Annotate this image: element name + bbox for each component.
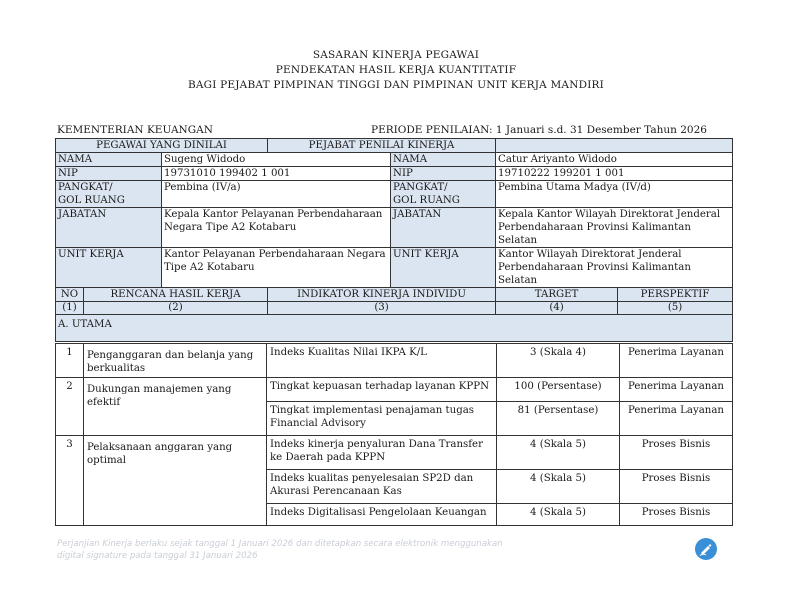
instansi-label: KEMENTERIAN KEUANGAN	[57, 124, 213, 136]
row-rencana: Pelaksanaan anggaran yang optimal	[84, 436, 267, 526]
colnum-2: (2)	[84, 302, 268, 315]
row-no: 3	[56, 436, 84, 526]
label-nip-pejabat: NIP	[391, 167, 496, 181]
col-indikator: INDIKATOR KINERJA INDIVIDU	[268, 288, 496, 302]
row-perspektif: Proses Bisnis	[620, 436, 733, 470]
label-unit-pejabat: UNIT KERJA	[391, 248, 496, 288]
row-no: 1	[56, 344, 84, 378]
footer-note: Perjanjian Kinerja berlaku sejak tanggal 1 Januari 2026 dan ditetapkan secara elektronik menggunakan digital signature pada tanggal 31 Januari 2026	[57, 539, 503, 561]
document-title: SASARAN KINERJA PEGAWAI	[312, 49, 480, 61]
document-subtitle-2: BAGI PEJABAT PIMPINAN TINGGI DAN PIMPINAN UNIT KERJA MANDIRI	[187, 79, 605, 91]
row-rencana: Dukungan manajemen yang efektif	[84, 378, 267, 436]
row-target: 3 (Skala 4)	[497, 344, 620, 378]
colnum-4: (4)	[496, 302, 618, 315]
row-target: 4 (Skala 5)	[497, 470, 620, 504]
table-row	[56, 344, 733, 378]
row-indikator: Tingkat implementasi penajaman tugas Financial Advisory	[267, 402, 497, 436]
col-target: TARGET	[496, 288, 618, 302]
row-perspektif: Penerima Layanan	[620, 402, 733, 436]
pejabat-unit: Kantor Wilayah Direktorat Jenderal Perbendaharaan Provinsi Kalimantan Selatan	[496, 248, 733, 288]
pegawai-unit: Kantor Pelayanan Perbendaharaan Negara Tipe A2 Kotabaru	[162, 248, 391, 288]
row-perspektif: Proses Bisnis	[620, 504, 733, 526]
label-nama-pejabat: NAMA	[391, 153, 496, 167]
pejabat-nip: 19710222 199201 1 001	[496, 167, 733, 181]
pegawai-pangkat: Pembina (IV/a)	[162, 181, 391, 208]
label-pangkat-pejabat: PANGKAT/ GOL RUANG	[391, 181, 496, 208]
identity-table	[55, 138, 733, 342]
pejabat-jabatan: Kepala Kantor Wilayah Direktorat Jenderal Perbendaharaan Provinsi Kalimantan Selatan	[496, 208, 733, 248]
section-utama: A. UTAMA	[56, 315, 733, 342]
row-perspektif: Penerima Layanan	[620, 378, 733, 402]
label-pangkat: PANGKAT/ GOL RUANG	[56, 181, 162, 208]
colnum-5: (5)	[618, 302, 733, 315]
label-unit: UNIT KERJA	[56, 248, 162, 288]
pejabat-header-ext	[496, 139, 733, 153]
col-no: NO	[56, 288, 84, 302]
row-indikator: Indeks kualitas penyelesaian SP2D dan Akurasi Perencanaan Kas	[267, 470, 497, 504]
row-indikator: Indeks kinerja penyaluran Dana Transfer ke Daerah pada KPPN	[267, 436, 497, 470]
row-perspektif: Penerima Layanan	[620, 344, 733, 378]
row-target: 4 (Skala 5)	[497, 504, 620, 526]
row-target: 81 (Persentase)	[497, 402, 620, 436]
pegawai-nama: Sugeng Widodo	[162, 153, 391, 167]
pejabat-header: PEJABAT PENILAI KINERJA	[268, 139, 496, 153]
signature-logo-icon	[695, 538, 717, 560]
row-perspektif: Proses Bisnis	[620, 470, 733, 504]
label-nip: NIP	[56, 167, 162, 181]
col-rencana: RENCANA HASIL KERJA	[84, 288, 268, 302]
row-indikator: Tingkat kepuasan terhadap layanan KPPN	[267, 378, 497, 402]
periode-label: PERIODE PENILAIAN: 1 Januari s.d. 31 Desember Tahun 2026	[371, 124, 707, 136]
kinerja-table	[55, 343, 733, 526]
row-rencana: Penganggaran dan belanja yang berkualitas	[84, 344, 267, 378]
document-subtitle: PENDEKATAN HASIL KERJA KUANTITATIF	[275, 64, 517, 76]
row-target: 4 (Skala 5)	[497, 436, 620, 470]
row-indikator: Indeks Digitalisasi Pengelolaan Keuangan	[267, 504, 497, 526]
pegawai-header: PEGAWAI YANG DINILAI	[56, 139, 268, 153]
table-row	[56, 378, 733, 402]
label-jabatan: JABATAN	[56, 208, 162, 248]
pejabat-pangkat: Pembina Utama Madya (IV/d)	[496, 181, 733, 208]
label-jabatan-pejabat: JABATAN	[391, 208, 496, 248]
row-indikator: Indeks Kualitas Nilai IKPA K/L	[267, 344, 497, 378]
label-nama: NAMA	[56, 153, 162, 167]
row-target: 100 (Persentase)	[497, 378, 620, 402]
colnum-3: (3)	[268, 302, 496, 315]
row-no: 2	[56, 378, 84, 436]
colnum-1: (1)	[56, 302, 84, 315]
pejabat-nama: Catur Ariyanto Widodo	[496, 153, 733, 167]
pegawai-nip: 19731010 199402 1 001	[162, 167, 391, 181]
pegawai-jabatan: Kepala Kantor Pelayanan Perbendaharaan Negara Tipe A2 Kotabaru	[162, 208, 391, 248]
table-row	[56, 436, 733, 470]
col-perspektif: PERSPEKTIF	[618, 288, 733, 302]
